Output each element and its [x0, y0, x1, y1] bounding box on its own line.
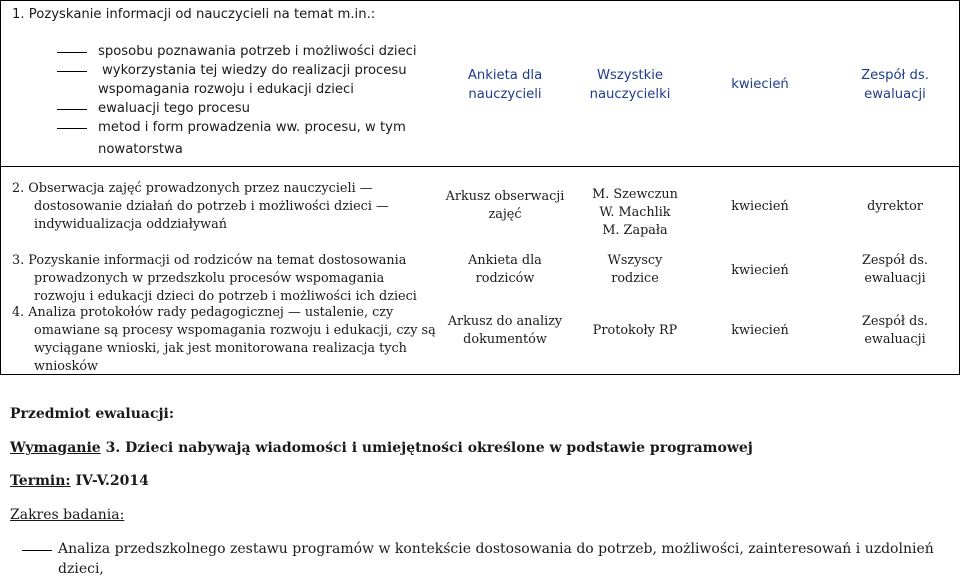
row2-line-1: 2. Obserwacja zajęć prowadzonych przez nauczycieli — — [12, 181, 373, 196]
requirement-text: 3. Dzieci nabywają wiadomości i umiejętności określone w podstawie programowej — [100, 440, 753, 456]
scope-item-line-2: dzieci, — [58, 561, 104, 577]
row1-who-line-1: Zespół ds. — [861, 68, 929, 83]
row2-tool — [440, 188, 570, 224]
row4-line-2: omawiane są procesy wspomagania rozwoju i edukacji, czy są — [34, 323, 436, 338]
row2-sample — [570, 186, 700, 240]
row4-tool — [440, 313, 570, 349]
row1-bullet-dash-4 — [57, 128, 87, 129]
row2-sample-line-3: M. Zapała — [602, 223, 668, 238]
subject-heading: Przedmiot ewaluacji: — [10, 406, 175, 422]
row1-bullet-dash-2 — [57, 71, 87, 72]
row2-description — [12, 180, 389, 234]
row1-heading: 1. Pozyskanie informacji od nauczycieli na temat m.in.: — [12, 7, 376, 22]
row1-bullet-2: wykorzystania tej wiedzy do realizacji procesu — [102, 63, 407, 78]
row3-line-2: prowadzonych w przedszkolu procesów wspomagania — [34, 271, 385, 286]
row1-bullet-4: metod i form prowadzenia ww. procesu, w tym — [98, 120, 406, 135]
row2-line-2: dostosowanie działań do potrzeb i możliwości dzieci — — [34, 199, 389, 214]
row4-who — [830, 313, 960, 349]
row3-description — [12, 252, 417, 306]
row1-term: kwiecień — [731, 77, 789, 92]
row4-tool-line-1: Arkusz do analizy — [447, 314, 563, 329]
row3-sample-line-2: rodzice — [611, 271, 659, 286]
row2-sample-line-2: W. Machlik — [599, 205, 671, 220]
row2-term: kwiecień — [731, 199, 789, 214]
term-label: Termin: — [10, 473, 71, 489]
row4-description — [12, 304, 436, 376]
row4-who-line-1: Zespół ds. — [862, 314, 928, 329]
row3-line-3: rozwoju i edukacji dzieci do potrzeb i możliwości ich dzieci — [34, 289, 417, 304]
table-left-border — [0, 0, 1, 375]
requirement-line — [10, 438, 753, 458]
row1-who-line-2: ewaluacji — [864, 87, 926, 102]
row4-line-4: wniosków — [34, 359, 98, 374]
row4-tool-line-2: dokumentów — [463, 332, 547, 347]
scope-heading — [10, 505, 124, 525]
row4-who-line-2: ewaluacji — [864, 332, 926, 347]
scope-bullet-dash — [22, 550, 52, 551]
row3-sample-line-1: Wszyscy — [607, 253, 663, 268]
row1-sample-line-1: Wszystkie — [596, 68, 664, 83]
row3-term: kwiecień — [731, 263, 789, 278]
row4-line-3: wyciągane wnioski, jak jest monitorowana realizacja tych — [34, 341, 407, 356]
row2-who: dyrektor — [867, 199, 923, 214]
row1-sample — [570, 66, 690, 104]
table-top-border — [0, 0, 960, 1]
row2-sample-line-1: M. Szewczun — [592, 187, 678, 202]
row3-sample — [570, 252, 700, 288]
scope-label: Zakres badania: — [10, 507, 125, 523]
row1-sample-line-2: nauczycielki — [589, 87, 671, 102]
row1-bullet-4-cont: nowatorstwa — [98, 142, 183, 157]
scope-item-line-1: Analiza przedszkolnego zestawu programów w kontekście dostosowania do potrzeb, możliwości, zainteresowań i uzdolnień — [58, 541, 934, 557]
row3-tool — [440, 252, 570, 288]
row1-tool-line-1: Ankieta dla — [467, 68, 543, 83]
requirement-label: Wymaganie — [10, 440, 101, 456]
row1-tool-line-2: nauczycieli — [468, 87, 542, 102]
row3-tool-line-2: rodziców — [475, 271, 535, 286]
row1-tool — [440, 66, 570, 104]
row3-tool-line-1: Ankieta dla — [468, 253, 542, 268]
row3-who-line-1: Zespół ds. — [862, 253, 928, 268]
row4-sample: Protokoły RP — [592, 323, 678, 338]
row1-who — [830, 66, 960, 104]
term-value: IV-V.2014 — [70, 473, 149, 489]
row2-tool-line-2: zajęć — [488, 207, 522, 222]
row2-tool-line-1: Arkusz obserwacji — [445, 189, 565, 204]
row1-bullet-2-cont: wspomagania rozwoju i edukacji dzieci — [98, 82, 354, 97]
row1-bullet-dash-3 — [57, 109, 87, 110]
term-line — [10, 471, 149, 491]
row4-line-1: 4. Analiza protokołów rady pedagogicznej — ustalenie, czy — [12, 305, 394, 320]
row3-who-line-2: ewaluacji — [864, 271, 926, 286]
row4-term: kwiecień — [731, 323, 789, 338]
row1-bullet-1: sposobu poznawania potrzeb i możliwości dzieci — [98, 44, 417, 59]
row3-line-1: 3. Pozyskanie informacji od rodziców na temat dostosowania — [12, 253, 407, 268]
row2-line-3: indywidualizacja oddziaływań — [34, 217, 228, 232]
row1-bullet-dash-1 — [57, 52, 87, 53]
row1-bottom-border — [0, 166, 960, 167]
row1-bullet-3: ewaluacji tego procesu — [98, 101, 250, 116]
row3-who — [830, 252, 960, 288]
